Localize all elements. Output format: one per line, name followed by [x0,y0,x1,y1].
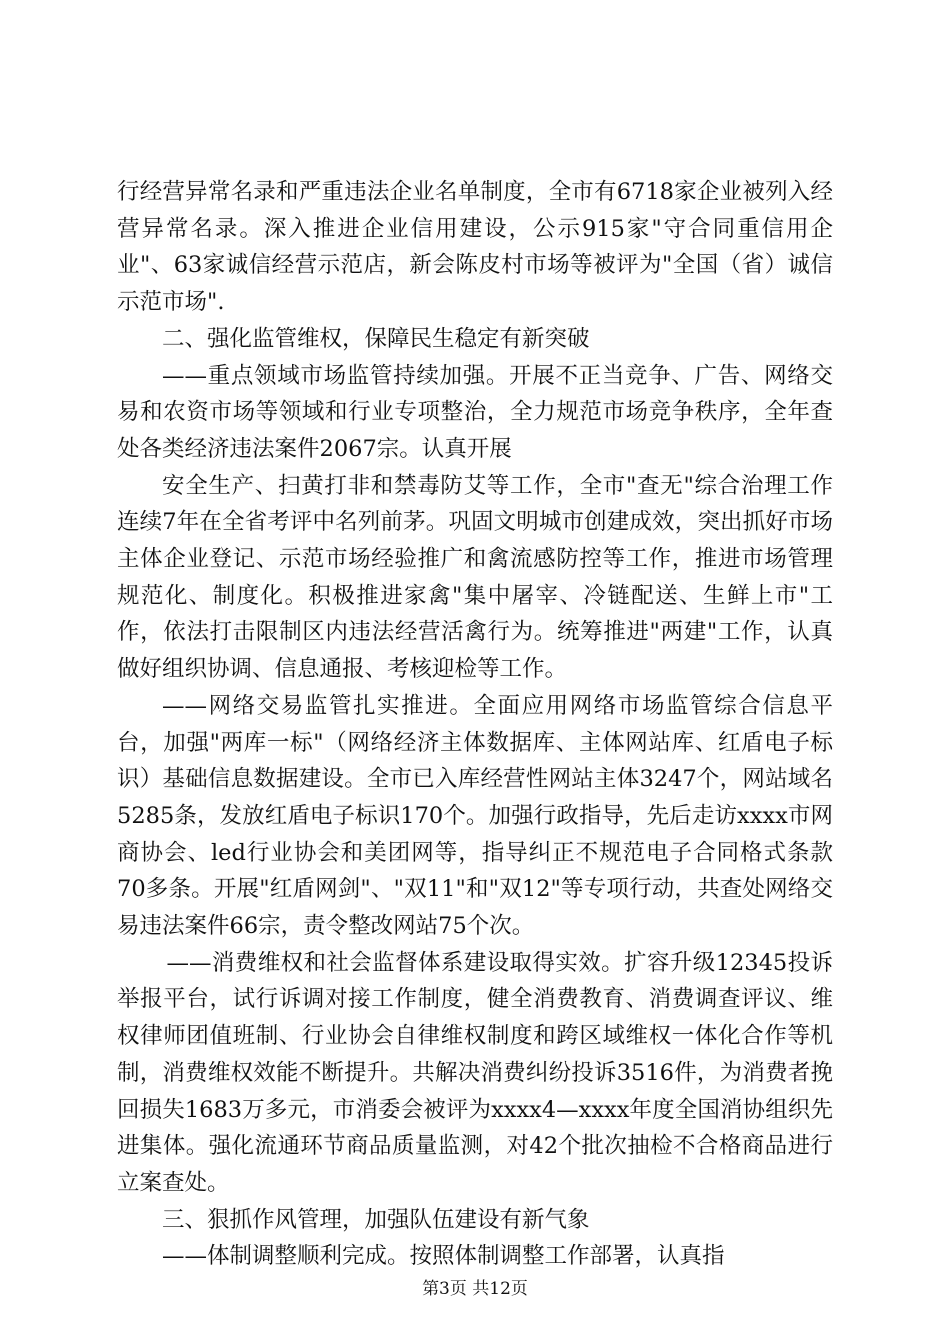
section-heading-2: 二、强化监管维权，保障民生稳定有新突破 [162,325,590,352]
section-heading-3: 三、狠抓作风管理，加强队伍建设有新气象 [162,1206,590,1233]
paragraph-credit-continuation: 行经营异常名录和严重违法企业名单制度，全市有6718家企业被列入经营异常名录。深入推进企业信用建设，公示915家"守合同重信用企业"、63家诚信经营示范店，新会陈皮村市场等被评为"全国（省）诚信示范市场". [117,179,833,316]
paragraph-key-area-supervision: ——重点领域市场监管持续加强。开展不正当竞争、广告、网络交易和农资市场等领域和行业专项整治，全力规范市场竞争秩序，全年查处各类经济违法案件2067宗。认真开展 [117,362,833,462]
paragraph-safety-governance: 安全生产、扫黄打非和禁毒防艾等工作，全市"查无"综合治理工作连续7年在全省考评中名列前茅。巩固文明城市创建成效，突出抓好市场主体企业登记、示范市场经验推广和禽流感防控等工作，推进市场管理规范化、制度化。积极推进家禽"集中屠宰、冷链配送、生鲜上市"工作，依法打击限制区内违法经营活禽行为。统筹推进"两建"工作，认真做好组织协调、信息通报、考核迎检等工作。 [117,472,833,683]
paragraph-system-adjustment: ——体制调整顺利完成。按照体制调整工作部署，认真指 [162,1243,725,1270]
paragraph-online-trade-supervision: ——网络交易监管扎实推进。全面应用网络市场监管综合信息平台，加强"两库一标"（网络经济主体数据库、主体网站库、红盾电子标识）基础信息数据建设。全市已入库经营性网站主体3247个，网站域名5285条，发放红盾电子标识170个。加强行政指导，先后走访xxxx市网商协会、led行业协会和美团网等，指导纠正不规范电子合同格式条款70多条。开展"红盾网剑"、"双11"和"双12"等专项行动，共查处网络交易违法案件66宗，责令整改网站75个次。 [117,692,833,940]
document-body [117,174,833,1275]
page-number-footer: 第3页 共12页 [422,1279,528,1299]
paragraph-consumer-rights: ——消费维权和社会监督体系建设取得实效。扩容升级12345投诉举报平台，试行诉调对接工作制度，健全消费教育、消费调查评议、维权律师团值班制、行业协会自律维权制度和跨区域维权一体化合作等机制，消费维权效能不断提升。共解决消费纠纷投诉3516件，为消费者挽回损失1683万多元，市消委会被评为xxxx4—xxxx年度全国消协组织先进集体。强化流通环节商品质量监测，对42个批次抽检不合格商品进行立案查处。 [117,949,833,1196]
